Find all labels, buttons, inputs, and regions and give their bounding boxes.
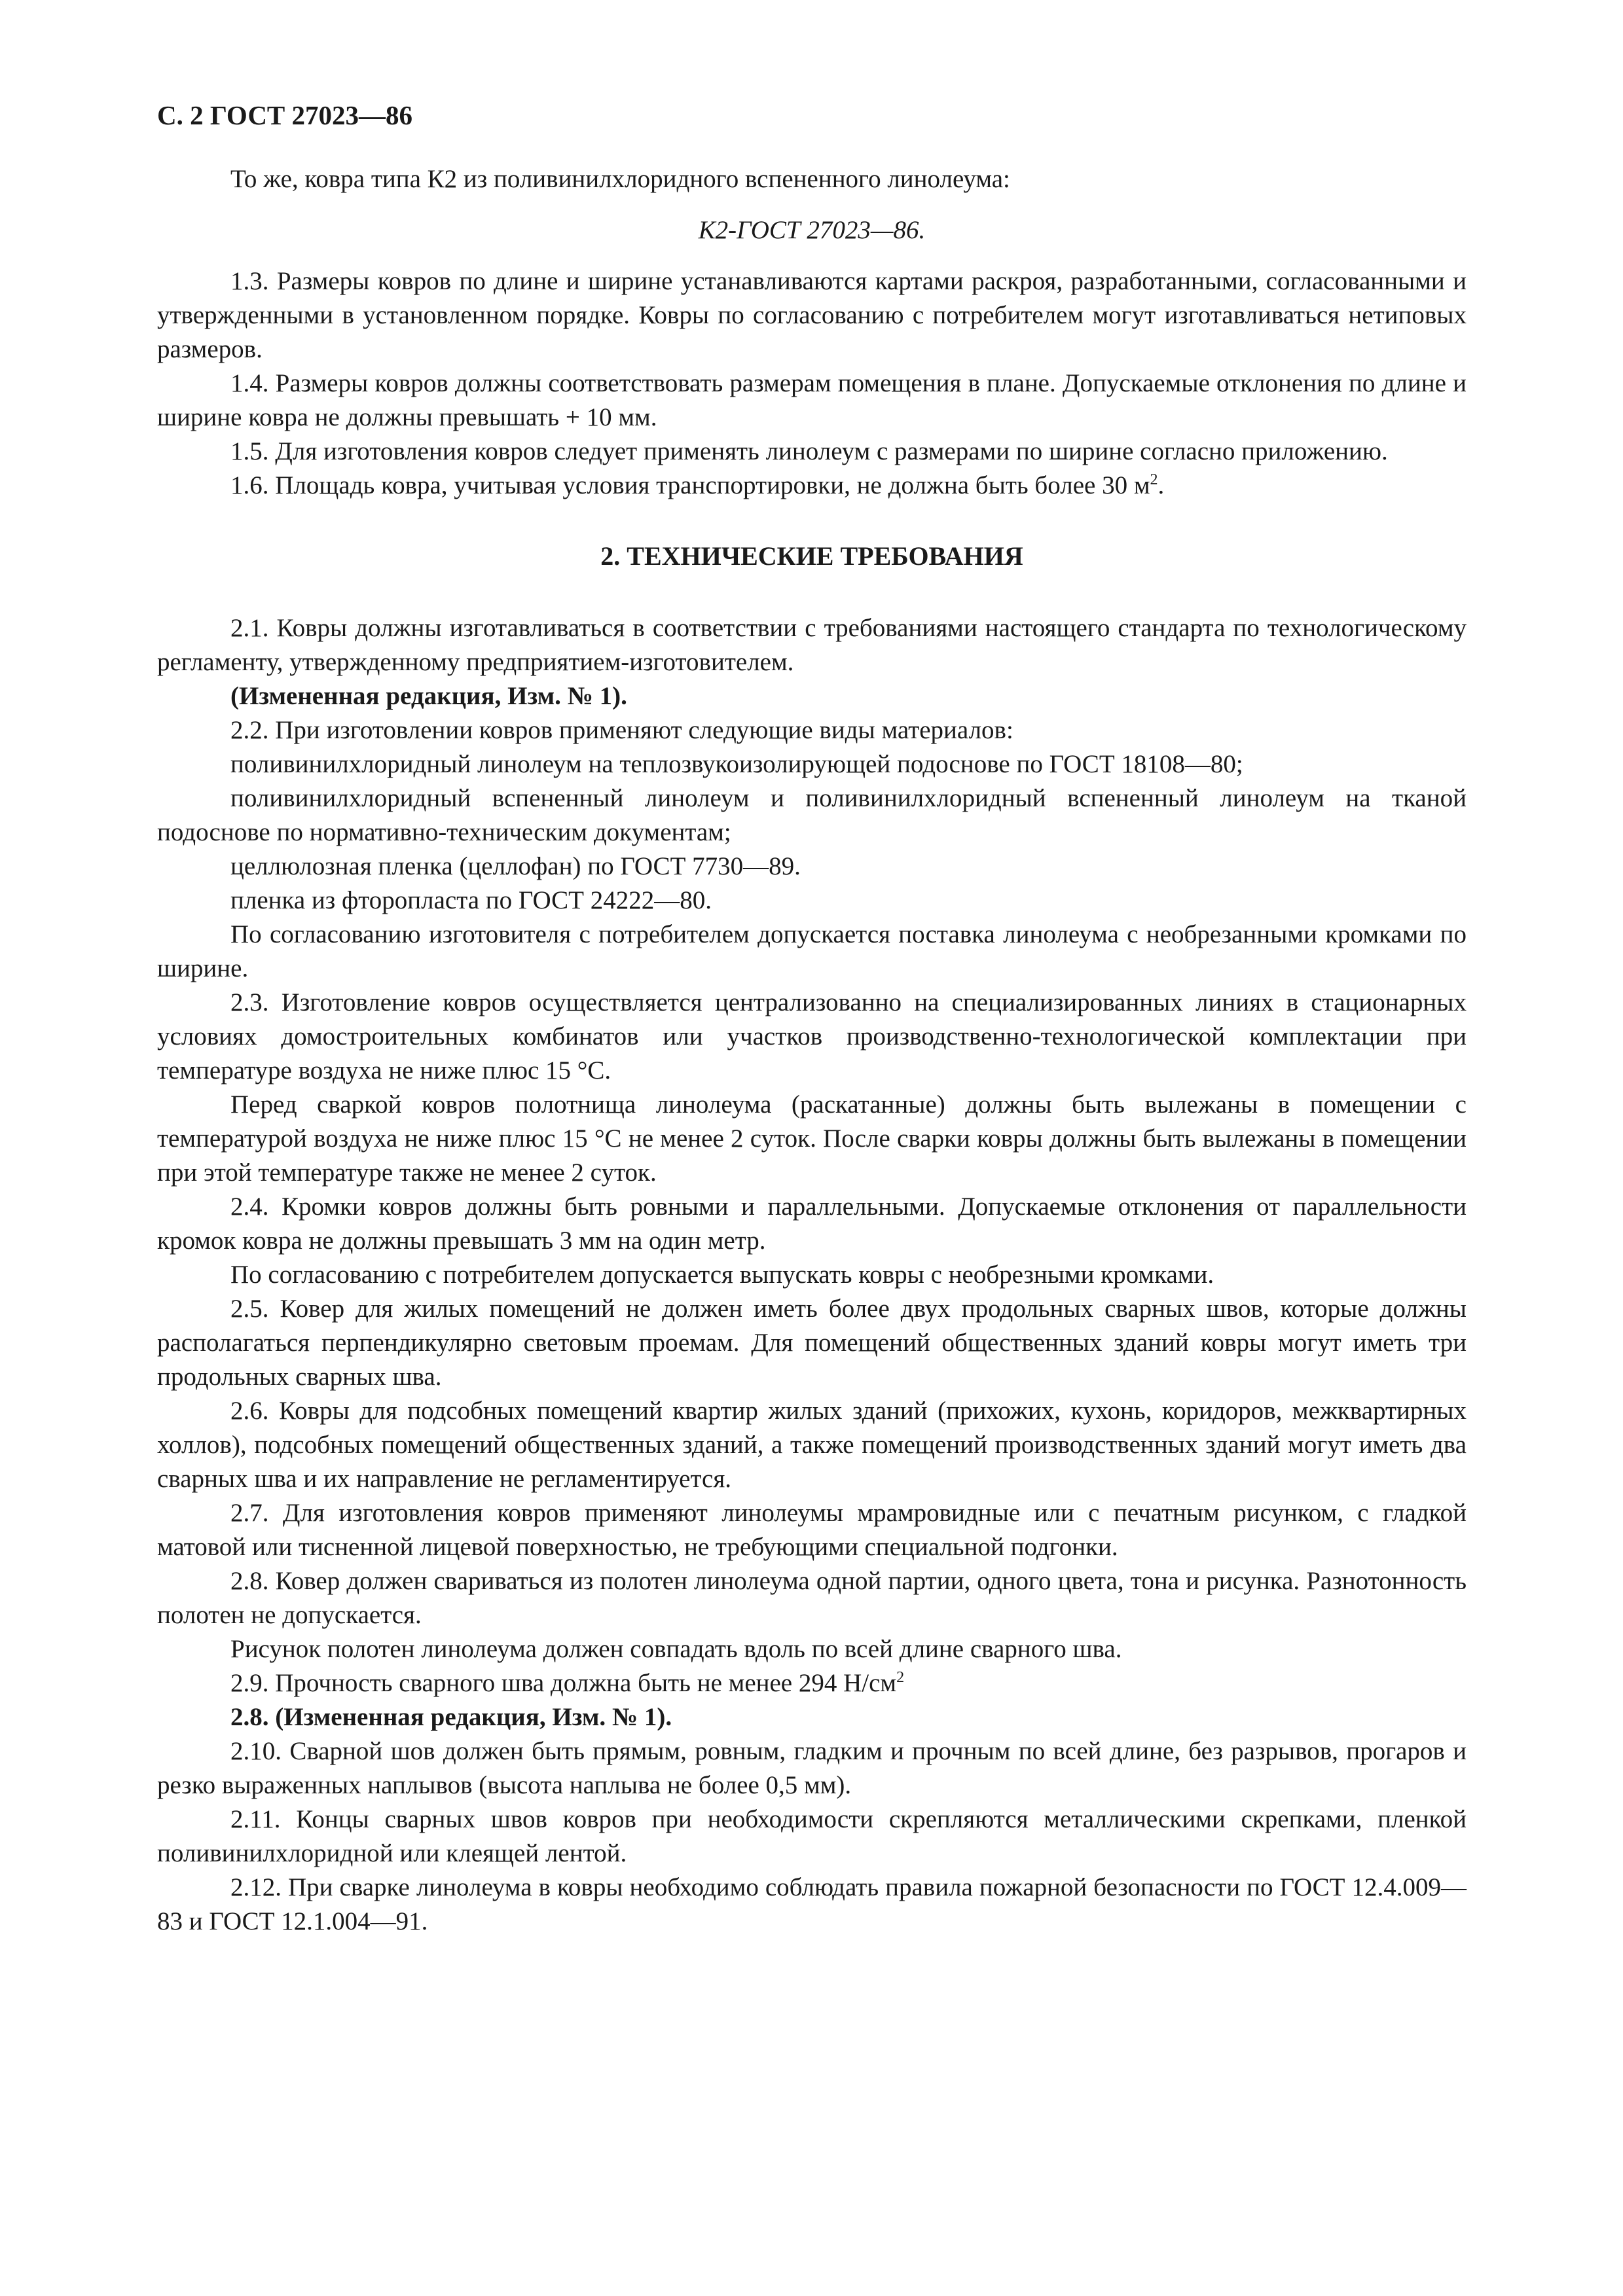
paragraph-1-6-end: .: [1158, 471, 1165, 499]
material-item-2: поливинилхлоридный вспененный линолеум и поливинилхлоридный вспененный линолеум на тканой подоснове по нормативно-техническим документам;: [157, 784, 1467, 846]
paragraph-1-5: 1.5. Для изготовления ковров следует применять линолеум с размерами по ширине согласно приложению.: [230, 437, 1388, 465]
page-header: С. 2 ГОСТ 27023—86: [157, 100, 413, 130]
paragraph-2-3: 2.3. Изготовление ковров осуществляется централизованно на специализированных линиях в стационарных условиях домостроительных комбинатов или участков производственно-технологической комплектации при температуре воздуха не ниже плюс 15 °С.: [157, 988, 1467, 1085]
paragraph-1-6-text: 1.6. Площадь ковра, учитывая условия транспортировки, не должна быть более 30 м: [230, 471, 1150, 499]
paragraph-2-6: 2.6. Ковры для подсобных помещений квартир жилых зданий (прихожих, кухонь, коридоров, межквартирных холлов), подсобных помещений общественных зданий, а также помещений производственных зданий могут иметь два сварных шва и их направление не регламентируется.: [157, 1397, 1467, 1493]
material-item-3: целлюлозная пленка (целлофан) по ГОСТ 7730—89.: [230, 852, 801, 880]
paragraph-2-2-note: По согласованию изготовителя с потребителем допускается поставка линолеума с необрезанными кромками по ширине.: [157, 920, 1467, 982]
intro-paragraph: То же, ковра типа К2 из поливинилхлоридного вспененного линолеума:: [230, 165, 1010, 193]
page-content: [157, 98, 1467, 1939]
paragraph-1-6: [157, 469, 1467, 503]
material-item-1: поливинилхлоридный линолеум на теплозвукоизолирующей подоснове по ГОСТ 18108—80;: [230, 750, 1243, 778]
paragraph-2-9: [157, 1666, 1467, 1700]
superscript-2: 2: [1150, 471, 1158, 488]
designation-example: К2-ГОСТ 27023—86.: [698, 216, 926, 244]
superscript-2b: 2: [896, 1669, 905, 1686]
revision-note-2: 2.8. (Измененная редакция, Изм. № 1).: [230, 1703, 672, 1731]
section-2-title: 2. ТЕХНИЧЕСКИЕ ТРЕБОВАНИЯ: [600, 541, 1023, 571]
paragraph-2-9-text: 2.9. Прочность сварного шва должна быть не менее 294 Н/см: [230, 1669, 897, 1697]
revision-note-1: (Измененная редакция, Изм. № 1).: [230, 682, 627, 710]
paragraph-1-3: 1.3. Размеры ковров по длине и ширине устанавливаются картами раскроя, разработанными, согласованными и утвержденными в установленном порядке. Ковры по согласованию с потребителем могут изготавливаться нетиповых размеров.: [157, 267, 1467, 363]
paragraph-1-4: 1.4. Размеры ковров должны соответствовать размерам помещения в плане. Допускаемые отклонения по длине и ширине ковра не должны превышать + 10 мм.: [157, 369, 1467, 431]
paragraph-2-11: 2.11. Концы сварных швов ковров при необходимости скрепляются металлическими скрепками, пленкой поливинилхлоридной или клеящей лентой.: [157, 1805, 1467, 1867]
paragraph-2-8: 2.8. Ковер должен свариваться из полотен линолеума одной партии, одного цвета, тона и рисунка. Разнотонность полотен не допускается.: [157, 1567, 1467, 1629]
material-item-4: пленка из фторопласта по ГОСТ 24222—80.: [230, 886, 712, 914]
paragraph-2-3-b: Перед сваркой ковров полотнища линолеума (раскатанные) должны быть вылежаны в помещении с температурой воздуха не ниже плюс 15 °С не менее 2 суток. После сварки ковры должны быть вылежаны в помещении при этой температуре также не менее 2 суток.: [157, 1090, 1467, 1187]
paragraph-2-4: 2.4. Кромки ковров должны быть ровными и параллельными. Допускаемые отклонения от параллельности кромок ковра не должны превышать 3 мм на один метр.: [157, 1193, 1467, 1255]
paragraph-2-5: 2.5. Ковер для жилых помещений не должен иметь более двух продольных сварных швов, которые должны располагаться перпендикулярно световым проемам. Для помещений общественных зданий ковры могут иметь три продольных сварных шва.: [157, 1295, 1467, 1391]
paragraph-2-10: 2.10. Сварной шов должен быть прямым, ровным, гладким и прочным по всей длине, без разрывов, прогаров и резко выраженных наплывов (высота наплыва не более 0,5 мм).: [157, 1737, 1467, 1799]
paragraph-2-7: 2.7. Для изготовления ковров применяют линолеумы мрамровидные или с печатным рисунком, с гладкой матовой или тисненной лицевой поверхностью, не требующими специальной подгонки.: [157, 1499, 1467, 1561]
paragraph-2-4-b: По согласованию с потребителем допускается выпускать ковры с необрезными кромками.: [230, 1261, 1214, 1289]
paragraph-2-12: 2.12. При сварке линолеума в ковры необходимо соблюдать правила пожарной безопасности по ГОСТ 12.4.009—83 и ГОСТ 12.1.004—91.: [157, 1873, 1467, 1935]
paragraph-2-2: 2.2. При изготовлении ковров применяют следующие виды материалов:: [230, 716, 1013, 744]
paragraph-2-1: 2.1. Ковры должны изготавливаться в соответствии с требованиями настоящего стандарта по технологическому регламенту, утвержденному предприятием-изготовителем.: [157, 614, 1467, 676]
paragraph-2-8-b: Рисунок полотен линолеума должен совпадать вдоль по всей длине сварного шва.: [230, 1635, 1122, 1663]
